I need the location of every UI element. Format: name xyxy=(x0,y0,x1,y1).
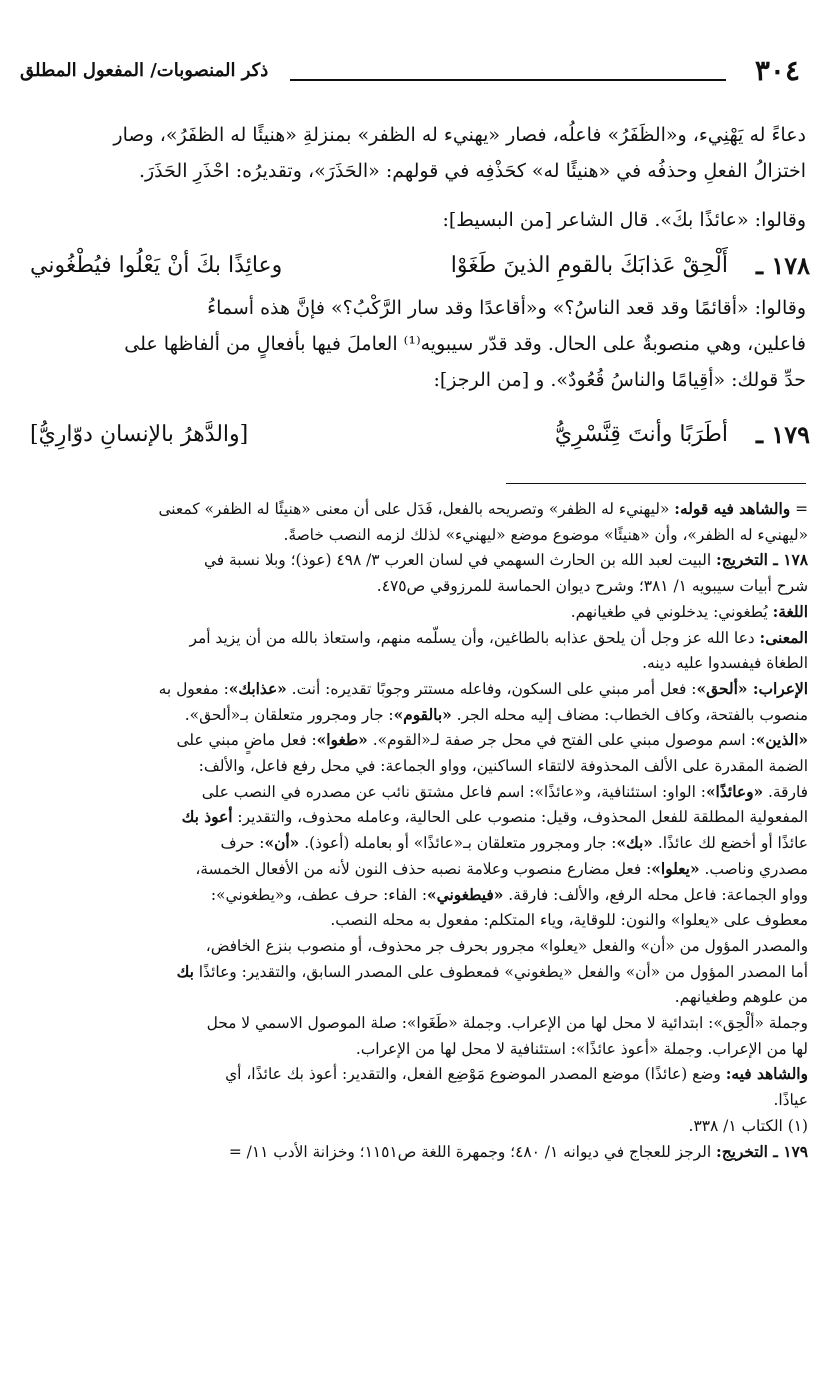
footnote-text: : جار ومجرور متعلقان بـ«عائذًا» أو بعامله (أعوذ). xyxy=(299,834,617,853)
body-line: دعاءً له يَهْنِيء، و«الظَفَرُ» فاعلُه، فصار «يهنيء له الظفر» بمنزلةِ «هنيئًا له الظفَرُ»، وصار xyxy=(113,124,806,146)
footnote-text: والمصدر المؤول من «أن» والفعل «يعلوا» مجرور بحرف جر محذوف، أو منصوب بنزع الخافض، xyxy=(205,936,808,955)
footnote-text: شرح أبيات سيبويه ١/ ٣٨١؛ وشرح ديوان الحماسة للمرزوقي ص٤٧٥. xyxy=(376,577,808,596)
footnote-text: الطغاة فيفسدوا عليه دينه. xyxy=(642,654,808,673)
footnote-line xyxy=(16,497,808,523)
verse-second-hemistich: وعائِذًا بكَ أنْ يَعْلُوا فيُطْغُوني xyxy=(30,253,283,278)
footnote-line xyxy=(16,626,808,652)
footnote-text: : فعل ماضٍ مبني على xyxy=(176,731,317,750)
footnote-text: فارقة. xyxy=(763,782,808,801)
footnote-text: الرجز للعجاج في ديوانه ١/ ٤٨٠؛ وجمهرة اللغة ص١١٥١؛ وخزانة الأدب ١١/ = xyxy=(228,1142,717,1161)
header-rule xyxy=(290,79,726,81)
footnote-line xyxy=(16,677,808,703)
footnote-text: عائذًا أو أخضع لك عائذًا. xyxy=(652,834,808,853)
body-line: حدِّ قولك: «أقِيامًا والناسُ قُعُودٌ». و [من الرجز]: xyxy=(433,369,806,391)
body-line: اختزالُ الفعلِ وحذفُه في «هنيئًا له» كحَذْفِه في قولهم: «الحَذَرَ»، وتقديرُه: احْذَرِ الحَذَرَ. xyxy=(138,160,806,182)
footnote-line xyxy=(16,651,808,677)
footnote-text: : جار ومجرور متعلقان بـ«ألحق». xyxy=(184,705,394,724)
footnote-bold-term: «يعلوا» xyxy=(651,859,700,878)
verse-number: ١٧٩ ـ xyxy=(755,420,810,449)
footnote-bold-term: «فيطغوني» xyxy=(427,885,504,904)
body-line: وقالوا: «عائذًا بكَ». قال الشاعر [من البسيط]: xyxy=(442,209,806,231)
footnote-text: البيت لعبد الله بن الحارث السهمي في لسان العرب ٣/ ٤٩٨ (عوذ)؛ وبلا نسبة في xyxy=(203,551,717,570)
footnote-bold-term: الإعراب: «ألحق» xyxy=(696,679,808,698)
footnote-line xyxy=(16,728,808,754)
footnote-text: دعا الله عز وجل أن يلحق عذابه بالطاغين، وأن يسلّمه منهم، واستعاذ بالله من أن يزيد أمر xyxy=(189,628,760,647)
footnote-text: أما المصدر المؤول من «أن» والفعل «يطغوني» فمعطوف على المصدر السابق، والتقدير: وعائذًا xyxy=(193,962,808,981)
footnote-text: لها من الإعراب. وجملة «أعوذ عائذًا»: استئنافية لا محل لها من الإعراب. xyxy=(355,1039,808,1058)
footnote-separator xyxy=(506,483,806,484)
body-paragraph-3 xyxy=(28,290,806,398)
verse-second-hemistich: [والدَّهرُ بالإنسانِ دوّارِيُّ] xyxy=(30,422,249,447)
body-paragraph-2 xyxy=(28,202,806,238)
footnote-text: وجملة «ألْحِق»: ابتدائية لا محل لها من الإعراب. وجملة «طَغَوا»: صلة الموصول الاسمي لا محل xyxy=(206,1014,808,1033)
footnote-text: : حرف xyxy=(220,834,265,853)
footnote-bold-term: والشاهد فيه قوله: xyxy=(674,500,791,518)
footnote-bold-term: «أن» xyxy=(264,834,300,853)
footnote-text: : فعل مضارع منصوب وعلامة نصبه حذف النون لأنه من الأفعال الخمسة، xyxy=(195,859,652,878)
footnote-line xyxy=(16,883,808,909)
footnote-bold-term: أعوذ بك xyxy=(181,808,233,827)
footnote-text: : الفاء: حرف عطف، و«يطغوني»: xyxy=(210,885,428,904)
footnote-bold-term: بك xyxy=(176,962,194,981)
verse-179 xyxy=(22,414,810,460)
footnote-line xyxy=(16,805,808,831)
footnote-bold-term: «وعائذًا» xyxy=(705,782,764,801)
footnote-line xyxy=(16,960,808,986)
verse-first-hemistich: أَلْحِقْ عَذابَكَ بالقومِ الذينَ طَغَوْا xyxy=(450,253,728,278)
footnote-line xyxy=(16,1062,808,1088)
verse-first-hemistich: أطَرَبًا وأنتَ قِنَّسْرِيُّ xyxy=(554,422,728,447)
chapter-title: ذكر المنصوبات/ المفعول المطلق xyxy=(20,60,269,81)
verse-number: ١٧٨ ـ xyxy=(755,251,810,280)
footnote-text: : مفعول به xyxy=(158,679,229,698)
footnote-text: «ليهنيء له الظفر» وتصريحه بالفعل، فَدَل على أن معنى «هنيئًا له الظفر» كمعنى xyxy=(158,500,675,518)
footnotes xyxy=(16,497,808,1165)
footnote-line xyxy=(16,831,808,857)
footnote-line xyxy=(16,574,808,600)
footnote-bold-term: «الذين» xyxy=(755,731,808,750)
page-header xyxy=(20,52,818,88)
footnote-line xyxy=(16,780,808,806)
footnote-bold-term: المعنى: xyxy=(759,628,808,647)
footnote-line xyxy=(16,1011,808,1037)
footnote-text: الضمة المقدرة على الألف المحذوفة لالتقاء الساكنين، وواو الجماعة: في محل رفع فاعل، والألف: xyxy=(198,757,808,776)
footnote-line xyxy=(16,703,808,729)
footnote-line xyxy=(16,600,808,626)
footnote-text: وواو الجماعة: فاعل محله الرفع، والألف: فارقة. xyxy=(503,885,808,904)
verse-178 xyxy=(22,245,810,291)
footnote-bold-term: والشاهد فيه: xyxy=(725,1065,808,1084)
footnote-text: : فعل أمر مبني على السكون، وفاعله مستتر وجوبًا تقديره: أنت. xyxy=(286,679,697,698)
footnote-text: : اسم موصول مبني على الفتح في محل جر صفة لـ«القوم». xyxy=(367,731,756,750)
footnote-line xyxy=(16,857,808,883)
footnote-line xyxy=(16,523,808,549)
footnote-text: المفعولية المطلقة للفعل المحذوف، وقيل: منصوب على الحالية، وعامله محذوف، والتقدير: xyxy=(232,808,808,827)
footnote-text: يُطغوني: يدخلوني في طغيانهم. xyxy=(570,602,773,621)
footnote-line xyxy=(16,1088,808,1114)
footnote-line xyxy=(16,548,808,574)
footnote-line xyxy=(16,985,808,1011)
footnote-line xyxy=(16,1140,808,1166)
footnote-line xyxy=(16,908,808,934)
footnote-bold-term: اللغة: xyxy=(772,602,808,621)
footnote-line xyxy=(16,1114,808,1140)
footnote-text: عياذًا. xyxy=(773,1091,808,1110)
body-line: فاعلين، وهي منصوبةٌ على الحال. وقد قدّر سيبويه⁽¹⁾ العاملَ فيها بأفعالٍ من ألفاظها على xyxy=(124,333,806,355)
body-line: وقالوا: «أقائمًا وقد قعد الناسُ؟» و«أقاعدًا وقد سار الرَّكْبُ؟» فإنَّ هذه أسماءُ xyxy=(207,297,806,319)
footnote-text: «ليهنيء له الظفر»، وأن «هنيئًا» موضوع موضع «ليهنيء» لذلك لزمه النصب خاصةً. xyxy=(283,525,808,544)
footnote-text: وضع (عائذًا) موضع المصدر الموضوع مَوْضِع الفعل، والتقدير: أعوذ بك عائذًا، أي xyxy=(225,1065,726,1084)
footnote-bold-term: «بك» xyxy=(616,834,653,853)
footnote-text: مصدري وناصب. xyxy=(699,859,808,878)
footnote-text: معطوف على «يعلوا» والنون: للوقاية، وياء المتكلم: مفعول به محله النصب. xyxy=(330,911,808,930)
footnote-text: منصوب بالفتحة، وكاف الخطاب: مضاف إليه محله الجر. xyxy=(451,705,808,724)
footnote-text: : الواو: استئنافية، و«عائذًا»: اسم فاعل مشتق نائب عن مصدره في النصب على xyxy=(201,782,706,801)
footnote-bold-term: «عذابك» xyxy=(228,679,287,698)
footnote-bold-term: «بالقوم» xyxy=(393,705,452,724)
footnote-text: = xyxy=(790,500,808,518)
footnote-line xyxy=(16,754,808,780)
footnote-line xyxy=(16,934,808,960)
footnote-line xyxy=(16,1037,808,1063)
page-number: ٣٠٤ xyxy=(754,54,800,87)
footnote-bold-term: ١٧٨ ـ التخريج: xyxy=(716,551,808,570)
footnote-bold-term: ١٧٩ ـ التخريج: xyxy=(716,1142,808,1161)
footnote-text: من علوهم وطغيانهم. xyxy=(674,988,808,1007)
footnote-text: (١) الكتاب ١/ ٣٣٨. xyxy=(688,1116,808,1135)
footnote-bold-term: «طغوا» xyxy=(316,731,368,750)
body-paragraph-1 xyxy=(28,117,806,189)
